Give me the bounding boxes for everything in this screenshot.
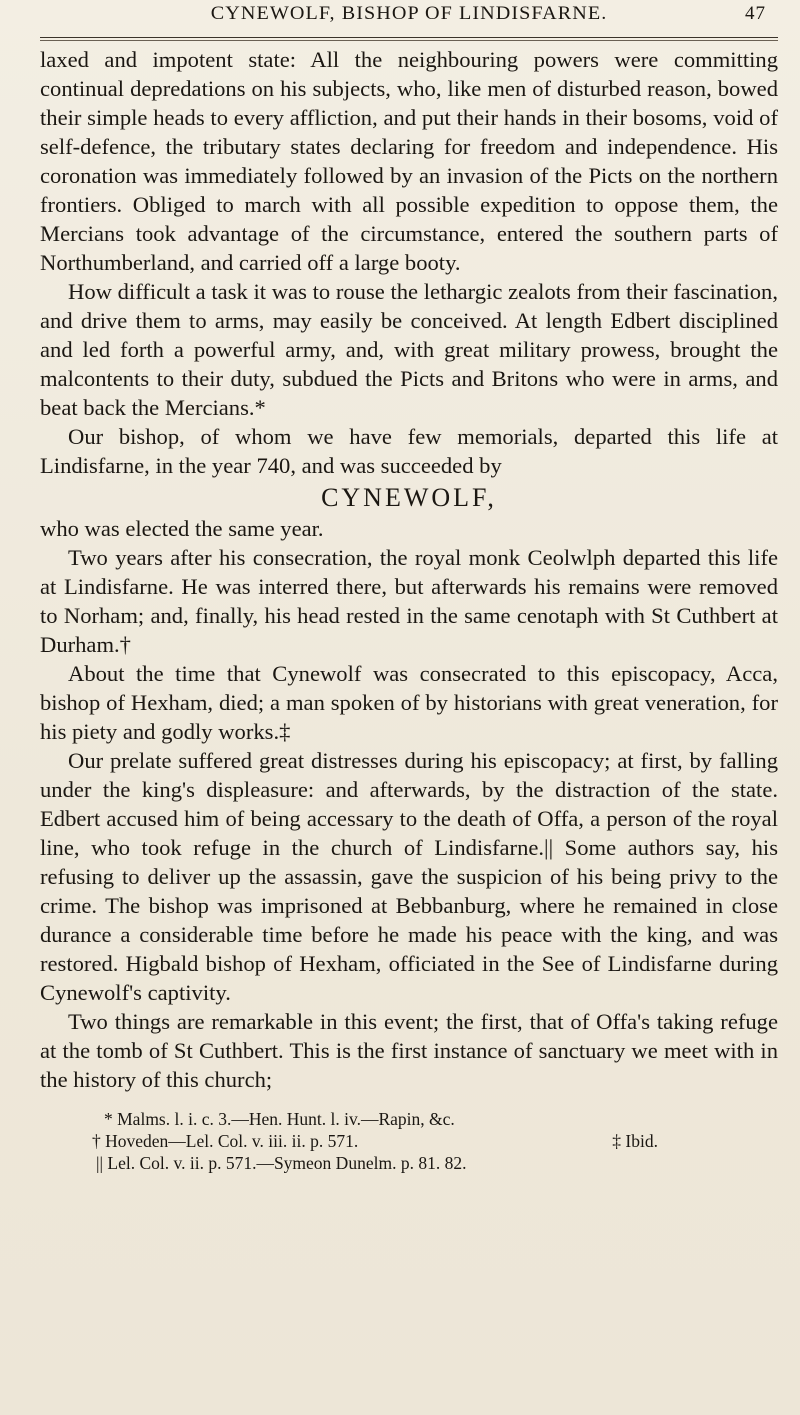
page-number: 47 [745, 3, 766, 24]
section-heading: CYNEWOLF, [321, 483, 497, 512]
paragraph-4: who was elected the same year. [40, 516, 324, 541]
footnote-2: † Hoveden—Lel. Col. v. iii. ii. p. 571. [92, 1131, 359, 1151]
footnotes [40, 1108, 778, 1174]
footnote-4: || Lel. Col. v. ii. p. 571.—Symeon Dunelm. p. 81. 82. [96, 1153, 467, 1173]
paragraph-3: Our bishop, of whom we have few memorials, departed this life at Lindisfarne, in the year 740, and was succeeded by [40, 424, 778, 478]
paragraph-7: Our prelate suffered great distresses during his episcopacy; at first, by falling under the king's displeasure: and afterwards, by the distraction of the state. Edbert accused him of being accessary to the death of Offa, a person of the royal line, who took refuge in the church of Lindisfarne.|| Some authors say, his refusing to deliver up the assassin, gave the suspicion of his being privy to the crime. The bishop was imprisoned at Bebbanburg, where he remained in close durance a considerable time before he made his peace with the king, and was restored. Higbald bishop of Hexham, officiated in the See of Lindisfarne during Cynewolf's captivity. [40, 748, 778, 1005]
footnote-row-3 [40, 1152, 778, 1174]
paragraph-5: Two years after his consecration, the royal monk Ceolwlph departed this life at Lindisfarne. He was interred there, but afterwards his remains were removed to Norham; and, finally, his head rested in the same cenotaph with St Cuthbert at Durham.† [40, 545, 778, 657]
running-head-title: CYNEWOLF, BISHOP OF LINDISFARNE. [210, 3, 608, 24]
paragraph-6: About the time that Cynewolf was consecrated to this episcopacy, Acca, bishop of Hexham, died; a man spoken of by historians with great veneration, for his piety and godly works.‡ [40, 661, 778, 744]
paragraph-1: laxed and impotent state: All the neighbouring powers were committing continual depredations on his subjects, who, like men of disturbed reason, bowed their simple heads to every affliction, and put their hands in their bosoms, void of self-defence, the tributary states declaring for freedom and independence. His coronation was immediately followed by an invasion of the Picts on the northern frontiers. Obliged to march with all possible expedition to oppose them, the Mercians took advantage of the circumstance, entered the southern parts of Northumberland, and carried off a large booty. [40, 47, 778, 275]
running-head [40, 0, 778, 35]
footnote-3: ‡ Ibid. [612, 1131, 658, 1151]
footnote-1: * Malms. l. i. c. 3.—Hen. Hunt. l. iv.—Rapin, &c. [104, 1109, 455, 1129]
paragraph-8: Two things are remarkable in this event; the first, that of Offa's taking refuge at the tomb of St Cuthbert. This is the first instance of sanctuary we meet with in the history of this church; [40, 1009, 778, 1092]
header-rule [40, 37, 778, 41]
paragraph-2: How difficult a task it was to rouse the lethargic zealots from their fascination, and drive them to arms, may easily be conceived. At length Edbert disciplined and led forth a powerful army, and, with great military prowess, brought the malcontents to their duty, subdued the Picts and Britons who were in arms, and beat back the Mercians.* [40, 279, 778, 420]
footnote-row-1 [40, 1108, 778, 1130]
body-text [40, 45, 778, 1094]
footnote-row-2 [40, 1130, 778, 1152]
